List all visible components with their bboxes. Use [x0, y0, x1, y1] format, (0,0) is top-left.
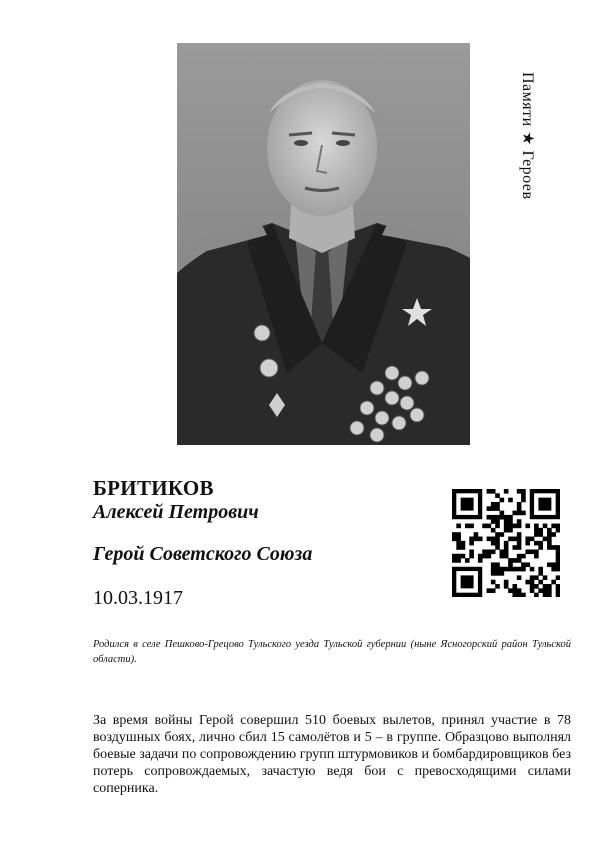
side-caption-text: Памяти ★ Героев	[519, 72, 536, 200]
biography-paragraph: За время войны Герой совершил 510 боевых вылетов, принял участие в 78 воздушных боях, лично сбил 15 самолётов и 5 – в группе. Образцово выполнял боевые задачи по сопровождению групп штурмовиков и бомбардировщиков без потерь сопровождаемых, зачастую ведя бои с превосходящими силами соперника.	[93, 713, 571, 796]
qr-code[interactable]	[452, 489, 560, 597]
hero-given-name: Алексей Петрович	[93, 501, 259, 523]
qr-code-graphic	[452, 489, 560, 597]
side-caption	[510, 72, 550, 237]
birthplace-paragraph: Родился в селе Пешково-Грецово Тульского уезда Тульской губернии (ныне Ясногорский район Тульской области).	[93, 639, 571, 665]
hero-portrait-photo	[177, 43, 470, 445]
hero-surname: БРИТИКОВ	[93, 476, 214, 500]
birth-date: 10.03.1917	[93, 587, 183, 609]
hero-title: Герой Советского Союза	[93, 543, 313, 565]
